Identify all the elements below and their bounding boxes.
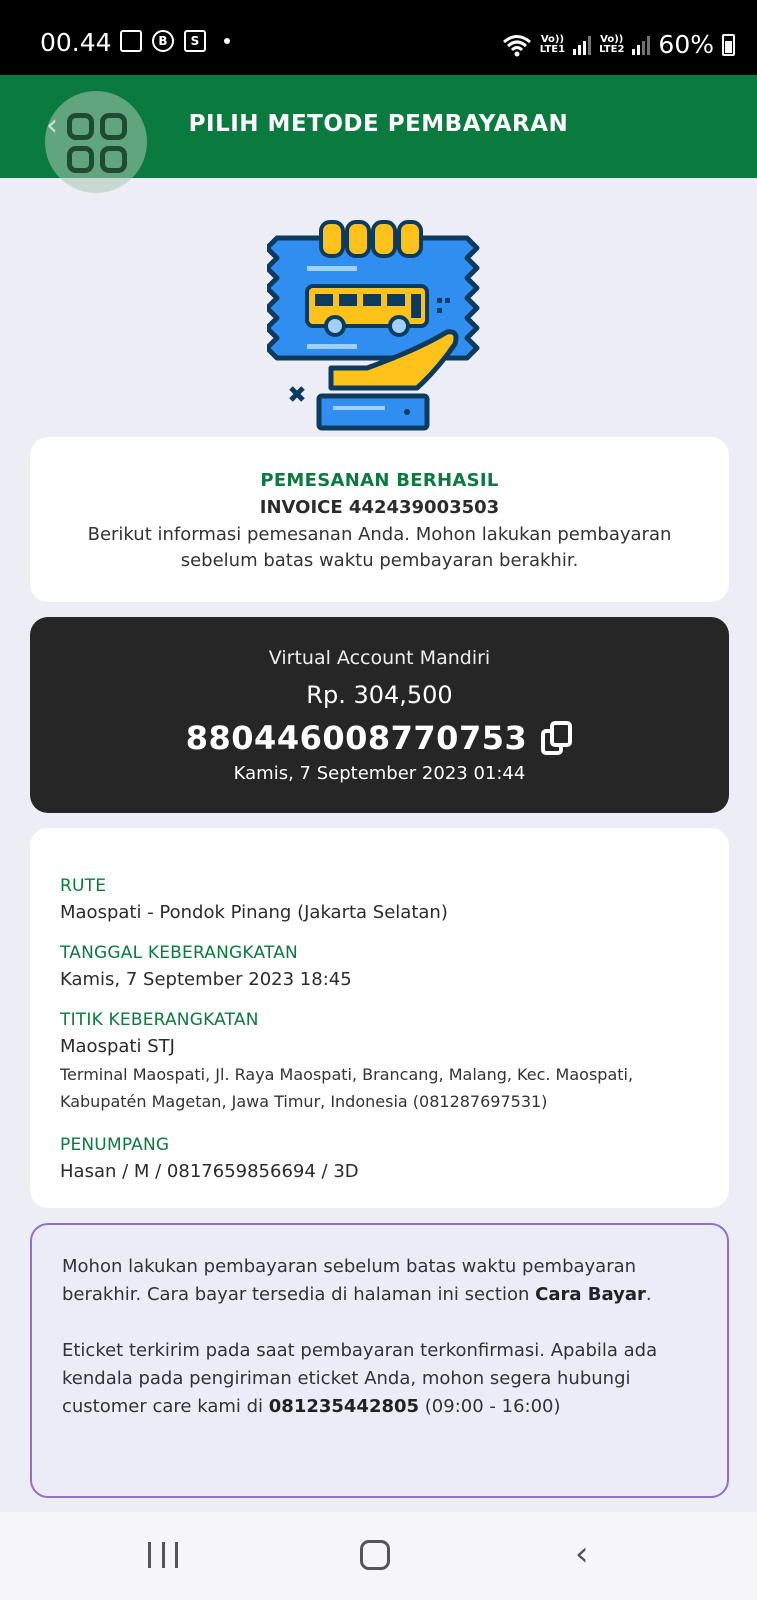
date-label: TANGGAL KEBERANGKATAN [60, 943, 298, 963]
app-bar [0, 75, 757, 178]
shop-icon: S [184, 30, 206, 52]
nav-back-icon[interactable]: ‹ [575, 1534, 589, 1574]
system-navigation-bar [0, 1512, 757, 1600]
status-time: 00.44 [40, 28, 112, 57]
va-number: 880446008770753 [185, 719, 528, 757]
booking-success-card [30, 437, 729, 602]
passenger-value: Hasan / M / 0817659856694 / 3D [60, 1161, 359, 1182]
departure-point-address: Terminal Maospati, Jl. Raya Maospati, Brancang, Malang, Kec. Maospati, Kabupatén Magetan, Jawa Timur, Indonesia (081287697531) [60, 1065, 634, 1111]
route-section [60, 876, 699, 923]
notification-icons [120, 30, 230, 52]
invoice-number: INVOICE 442439003503 [259, 497, 500, 518]
date-value: Kamis, 7 September 2023 18:45 [60, 969, 352, 990]
notice-paragraph-1: Mohon lakukan pembayaran sebelum batas waktu pembayaran berakhir. Cara bayar tersedia di halaman ini section Cara Bayar. [62, 1256, 652, 1305]
date-section [60, 943, 699, 990]
system-icons [502, 30, 735, 59]
route-value: Maospati - Pondok Pinang (Jakarta Selatan) [60, 902, 448, 923]
signal-icon [573, 35, 591, 55]
copy-icon[interactable] [541, 721, 573, 755]
floating-menu-button[interactable] [45, 91, 147, 193]
passenger-label: PENUMPANG [60, 1135, 170, 1155]
status-bar [0, 0, 757, 75]
departure-point-label: TITIK KEBERANGKATAN [60, 1010, 259, 1030]
payment-deadline: Kamis, 7 September 2023 01:44 [233, 763, 526, 784]
wifi-icon [502, 33, 532, 57]
virtual-account-card [30, 617, 729, 813]
payment-method: Virtual Account Mandiri [268, 647, 491, 669]
battery-icon [722, 34, 735, 56]
signal-icon-2 [632, 35, 650, 55]
battery-percent: 60% [658, 30, 714, 59]
sim1-label: Vo)) LTE1 [539, 33, 566, 55]
recent-apps-icon[interactable] [148, 1542, 178, 1570]
cara-bayar-link[interactable]: Cara Bayar [535, 1284, 646, 1305]
payment-notice-card [30, 1223, 729, 1498]
b-badge-icon: B [152, 30, 174, 52]
route-label: RUTE [60, 876, 107, 896]
customer-care-phone[interactable]: 081235442805 [268, 1396, 420, 1417]
payment-amount: Rp. 304,500 [306, 681, 453, 709]
success-title: PEMESANAN BERHASIL [260, 470, 499, 491]
home-icon[interactable] [360, 1540, 390, 1570]
notice-paragraph-2: Eticket terkirim pada saat pembayaran terkonfirmasi. Apabila ada kendala pada pengiriman eticket Anda, mohon segera hubungi customer care kami di 081235442805 (09:00 - 16:00) [62, 1340, 658, 1417]
trip-detail-card [30, 828, 729, 1208]
bus-ticket-illustration-icon [267, 220, 489, 438]
sim2-label: Vo)) LTE2 [599, 33, 625, 55]
passenger-section [60, 1135, 699, 1182]
va-number-row [30, 719, 729, 757]
departure-point-section [60, 1010, 699, 1115]
image-icon [120, 30, 142, 52]
page-title: PILIH METODE PEMBAYARAN [188, 111, 569, 137]
success-message: Berikut informasi pemesanan Anda. Mohon lakukan pembayaran sebelum batas waktu pembayaran berakhir. [87, 524, 672, 571]
more-notifications-dot [224, 38, 230, 44]
departure-point-value: Maospati STJ [60, 1036, 175, 1057]
